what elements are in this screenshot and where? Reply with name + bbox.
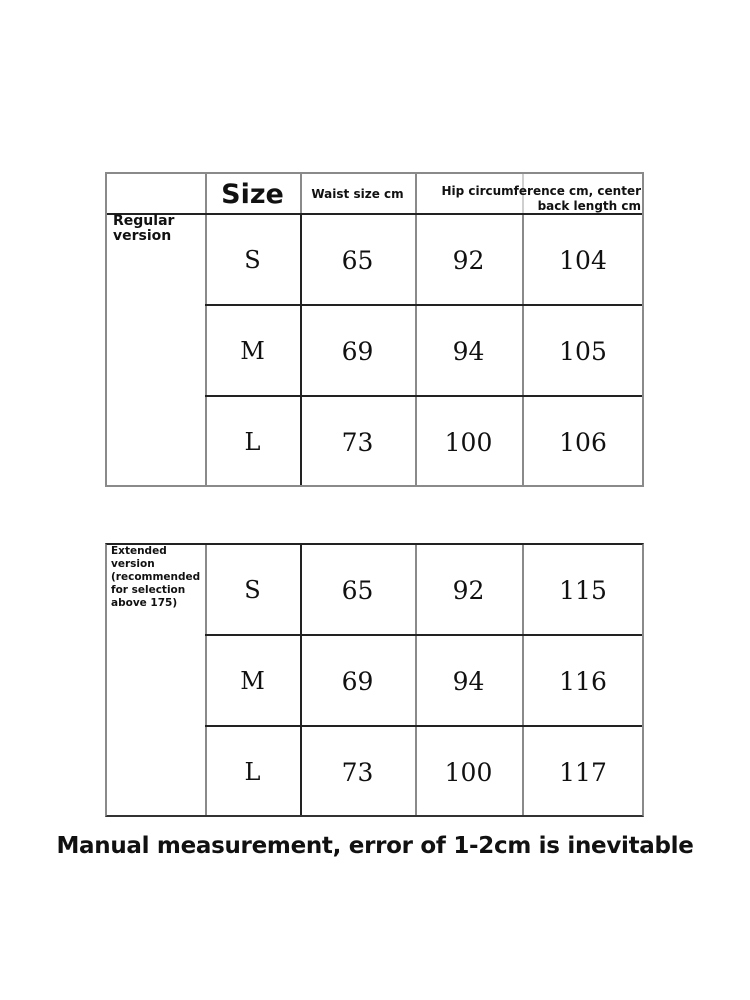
- waist-cell: 73: [341, 757, 374, 787]
- waist-cell: 65: [341, 245, 374, 275]
- length-cell: 116: [559, 666, 607, 696]
- version-label-regular: Regular version: [113, 213, 175, 244]
- length-cell: 105: [559, 336, 607, 366]
- header-hip-line2: back length cm: [537, 199, 641, 213]
- hip-cell: 100: [444, 757, 493, 787]
- size-cell: M: [240, 667, 265, 695]
- size-cell: L: [244, 428, 261, 456]
- waist-cell: 69: [341, 336, 374, 366]
- length-cell: 117: [559, 757, 607, 787]
- hip-cell: 100: [444, 427, 493, 457]
- size-cell: M: [240, 337, 265, 365]
- hip-cell: 92: [452, 245, 485, 275]
- header-hip-length: [415, 174, 643, 214]
- hip-cell: 94: [452, 666, 485, 696]
- size-cell: L: [244, 758, 261, 786]
- size-table-regular: [105, 172, 644, 487]
- size-table-extended: [105, 543, 644, 817]
- length-cell: 106: [559, 427, 607, 457]
- version-label-extended: Extended version (recommended for selection above 175): [111, 545, 201, 609]
- header-hip-line1: Hip circumference cm, center: [441, 184, 641, 198]
- waist-cell: 73: [341, 427, 374, 457]
- length-cell: 104: [559, 245, 607, 275]
- length-cell: 115: [559, 575, 607, 605]
- waist-cell: 65: [341, 575, 374, 605]
- measurement-disclaimer: Manual measurement, error of 1-2cm is inevitable: [56, 833, 694, 859]
- header-size: Size: [221, 178, 284, 210]
- hip-cell: 92: [452, 575, 485, 605]
- waist-cell: 69: [341, 666, 374, 696]
- hip-cell: 94: [452, 336, 485, 366]
- size-cell: S: [244, 576, 261, 604]
- size-cell: S: [244, 246, 261, 274]
- header-waist: Waist size cm: [311, 187, 404, 201]
